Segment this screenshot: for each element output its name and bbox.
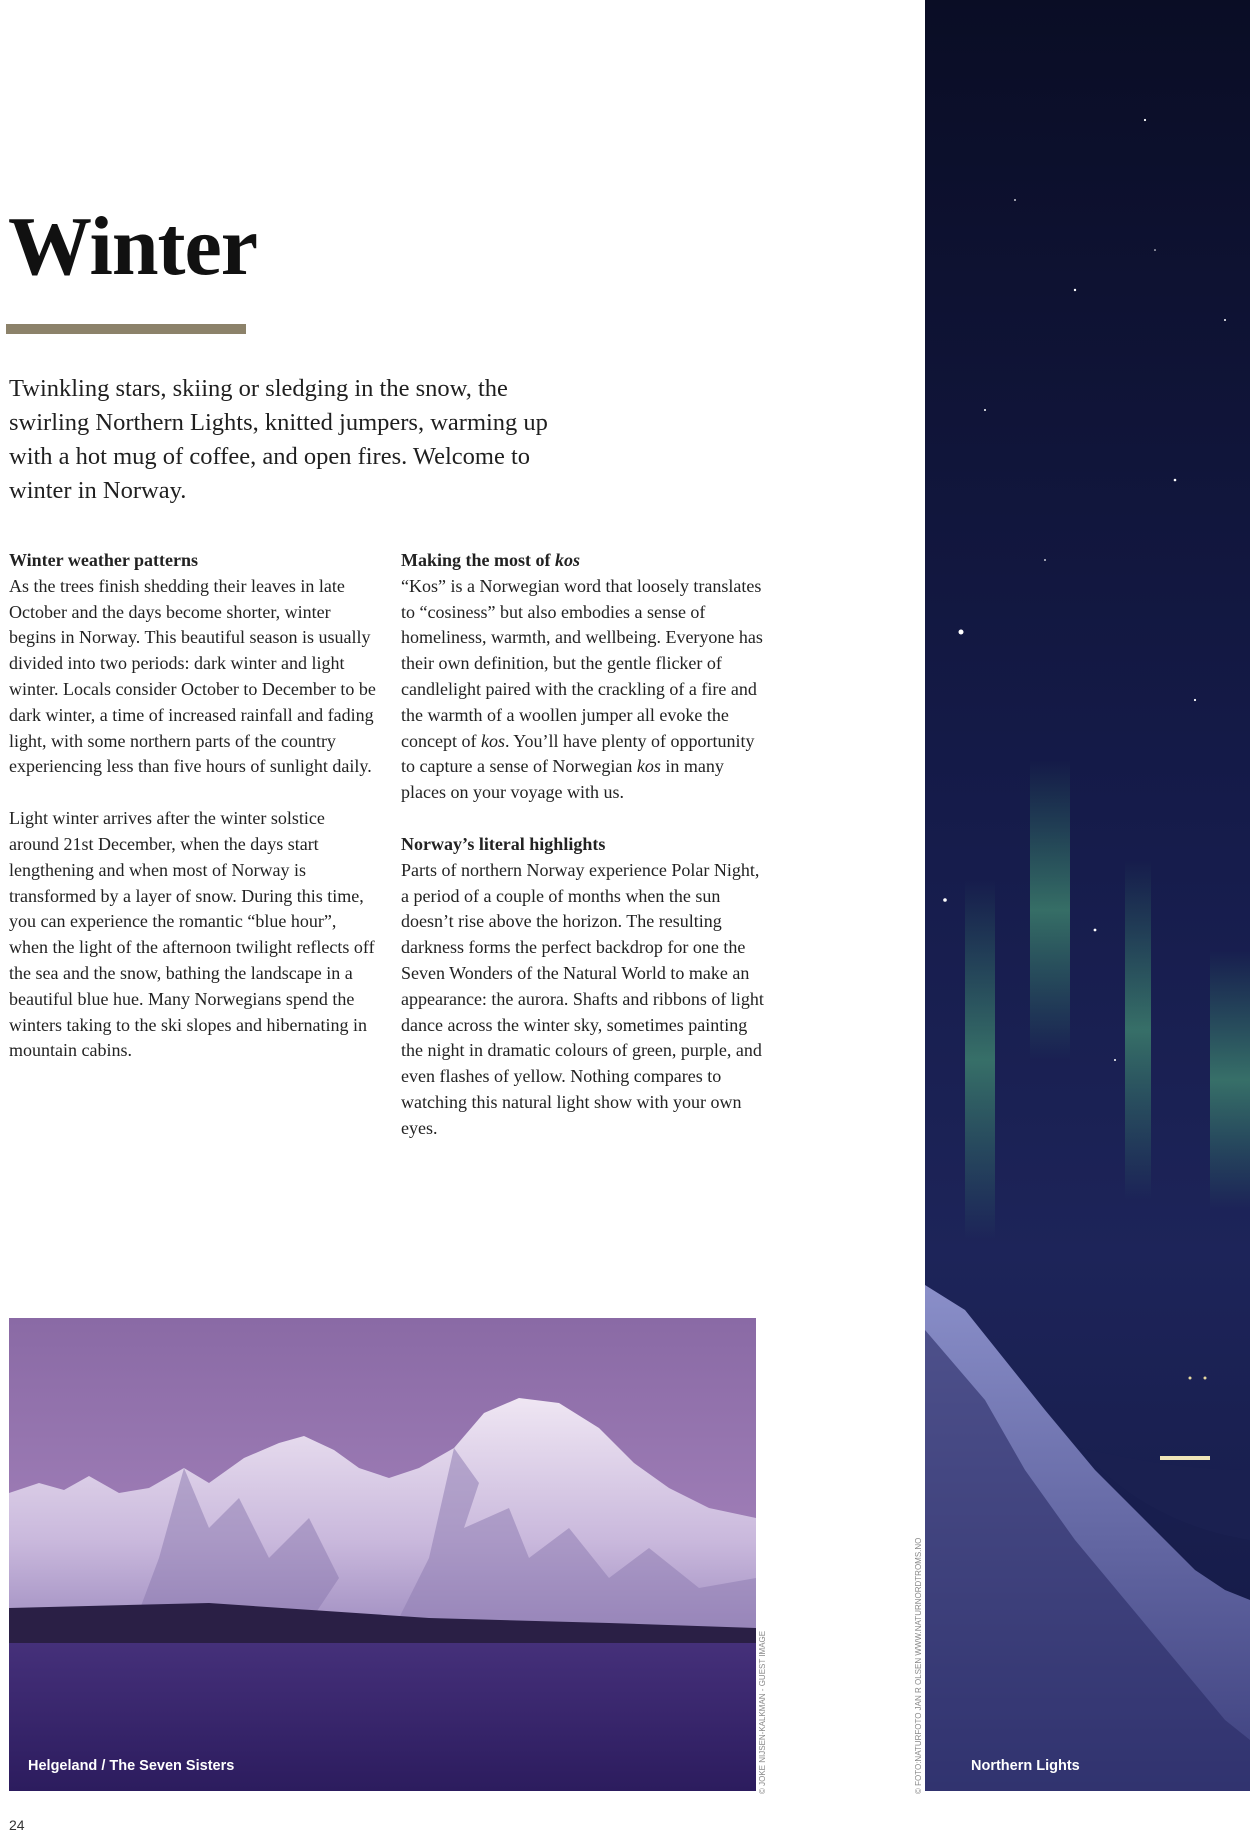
seven-sisters-caption: Helgeland / The Seven Sisters bbox=[28, 1758, 235, 1774]
intro-paragraph: Twinkling stars, skiing or sledging in the snow, the swirling Northern Lights, knitted jumpers, warming up with a hot mug of coffee, and open fires. Welcome to winter in Norway. bbox=[9, 375, 548, 504]
northern-lights-photo bbox=[925, 0, 1250, 1791]
title-underline bbox=[6, 324, 246, 334]
seven-sisters-photo bbox=[9, 1318, 756, 1791]
winter-weather-paragraph: As the trees finish shedding their leaves in late October and the days become shorter, winter begins in Norway. This beautiful season is usually divided into two periods: dark winter and light winter. Locals consider October to December to be dark winter, a time of increased rainfall and fading light, with some northern parts of the country experiencing less than five hours of sunlight daily. bbox=[9, 575, 376, 777]
seven-sisters-photo-credit: © JOKE NIJSEN-KALKMAN - GUEST IMAGE bbox=[758, 1630, 767, 1794]
page-title: Winter bbox=[8, 200, 258, 293]
page-number: 24 bbox=[9, 1817, 25, 1833]
right-column bbox=[401, 548, 771, 1142]
left-column bbox=[9, 548, 379, 1064]
highlights-paragraph: Parts of northern Norway experience Polar Night, a period of a couple of months when the sun doesn’t rise above the horizon. The resulting darkness forms the perfect backdrop for one the Seven Wonders of the Natural World to make an appearance: the aurora. Shafts and ribbons of light dance across the winter sky, sometimes painting the night in dramatic colours of green, purple, and even flashes of yellow. Nothing compares to watching this natural light show with your own eyes. bbox=[401, 859, 764, 1138]
heading-literal-highlights: Norway’s literal highlights bbox=[401, 833, 606, 854]
northern-lights-photo-credit: © FOTO:NATURFOTO JAN R OLSEN WWW.NATURNORDTROMS.NO bbox=[914, 1537, 923, 1794]
heading-kos: Making the most of kos bbox=[401, 550, 581, 570]
northern-lights-caption: Northern Lights bbox=[971, 1758, 1080, 1774]
kos-paragraph: “Kos” is a Norwegian word that loosely translates to “cosiness” but also embodies a sense of homeliness, warmth, and wellbeing. Everyone has their own definition, but the gentle flicker of candlelight paired with the crackling of a fire and the warmth of a woollen jumper all evoke the concept of kos. You’ll have plenty of opportunity to capture a sense of Norwegian kos in many places on your voyage with us. bbox=[401, 575, 763, 803]
heading-winter-weather: Winter weather patterns bbox=[9, 550, 198, 570]
light-winter-paragraph: Light winter arrives after the winter solstice around 21st December, when the days start lengthening and when most of Norway is transformed by a layer of snow. During this time, you can experience the romantic “blue hour”, when the light of the afternoon twilight reflects off the sea and the snow, bathing the landscape in a beautiful blue hue. Many Norwegians spend the winters taking to the ski slopes and hibernating in mountain cabins. bbox=[9, 808, 375, 1061]
